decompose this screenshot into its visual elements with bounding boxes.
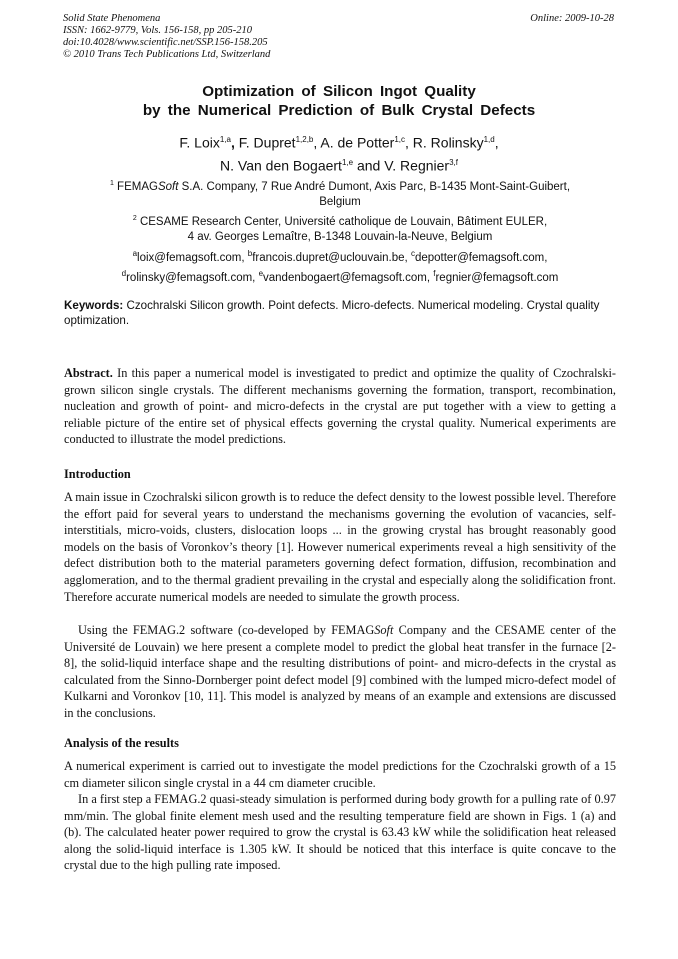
introduction-paragraph-1: A main issue in Czochralski silicon growth is to reduce the defect density to the lowest possible level. Therefore the effort paid for several years to understand the mechanisms governing the evolution of vacancies, self-interstitials, micro-voids, clusters, dislocation loops ... in the growing crystal has brought reasonably good models on the basis of Voronkov’s theory [1]. However numerical experiments reveal a high sensitivity of the defect distribution both to the material parameters governing defect formation, diffusion, recombination and agglomeration, and to the thermal gradient prevailing in the crystal and especially along the solidification front. Therefore accurate numerical models are needed to simulate the growth process. [64,490,616,604]
email-sup: f [433,269,436,279]
keywords [64,298,616,328]
journal-doi: doi:10.4028/www.scientific.net/SSP.156-158.205 [63,37,268,48]
keywords-text: Czochralski Silicon growth. Point defects. Micro-defects. Numerical modeling. Crystal quality optimization. [64,299,600,327]
email-address[interactable]: depotter@femagsoft.com, [414,251,548,264]
author-line-1 [0,130,678,153]
affiliation-address: 4 av. Georges Lemaître, B-1348 Louvain-la-Neuve, Belgium [187,231,493,244]
email-address[interactable]: regnier@femagsoft.com [435,272,559,285]
affiliation-sup: 1 [109,180,114,187]
paragraph-text: Using the FEMAG.2 software (co-developed by FEMAG [78,623,375,637]
email-address[interactable]: francois.dupret@uclouvain.be, [252,251,411,264]
email-sup: a [132,249,138,258]
paper-title [0,82,678,120]
email-sup: e [258,269,264,279]
author-name: N. Van den Bogaert [220,157,342,174]
email-address[interactable]: loix@femagsoft.com, [137,251,248,264]
analysis-paragraph-1: A numerical experiment is carried out to investigate the model predictions for the Czochralski growth of a 15 cm diameter silicon single crystal in a 44 cm diameter crucible. [64,759,616,790]
affiliation-italic: Soft [157,180,179,193]
online-date: Online: 2009-10-28 [530,13,614,24]
introduction-paragraph-2 [64,622,616,722]
journal-name: Solid State Phenomena [63,13,161,24]
section-heading-analysis: Analysis of the results [64,736,179,750]
abstract [64,365,616,448]
section-heading-introduction: Introduction [64,467,131,481]
author-name: F. Loix [179,134,220,151]
abstract-label: Abstract. [64,366,113,380]
journal-issn: ISSN: 1662-9779, Vols. 156-158, pp 205-210 [63,25,252,36]
affiliation-sup: 2 [132,215,137,222]
email-sup: d [121,269,127,279]
author-name: F. Dupret [238,134,296,151]
title-line-2: by the Numerical Prediction of Bulk Crystal Defects [142,102,536,119]
journal-copyright: © 2010 Trans Tech Publications Ltd, Switzerland [63,49,271,60]
paragraph-italic: Soft [374,623,394,637]
keywords-label: Keywords: [64,299,124,312]
author-list [0,130,678,175]
author-sup: 1,2,b [295,135,314,144]
affiliation-text: S.A. Company, 7 Rue André Dumont, Axis Parc, B-1435 Mont-Saint-Guibert, [178,180,571,193]
abstract-text: In this paper a numerical model is investigated to predict and optimize the quality of Czochralski-grown silicon single crystals. The different mechanisms governing the formation, transport, recombination, nucleation and growth of point- and micro-defects in the crystal are put together with a view to getting a reliable picture of the entire set of physical effects governing the crystal quality. Numerical experiments are conducted to illustrate the model predictions. [64,366,616,447]
author-sep: , [405,134,413,151]
author-sup: 1,d [483,135,495,144]
author-name: A. de Potter [320,134,395,151]
affiliation-text: FEMAG [113,180,158,193]
author-sep: , [313,134,321,151]
author-sep: and [353,157,385,174]
author-sup: 3,f [449,157,458,167]
title-line-1: Optimization of Silicon Ingot Quality [202,83,476,100]
paragraph-text: Company and the CESAME center of the Université de Louvain) we here present a complete model to predict the global heat transfer in the furnace [2-8], the solid-liquid interface shape and the resulting distributions of point- and micro-defects in the crystal as calculated from the Sinno-Dornberger point defect model [9] combined with the lumped micro-defect model of Kulkarni and Voronkov [10, 11]. This model is analyzed by means of an example and extensions are discussed in the conclusions. [64,623,616,720]
email-address[interactable]: vandenbogaert@femagsoft.com, [263,272,434,285]
email-sup: b [247,249,253,258]
journal-header [63,13,270,61]
affiliation-2 [60,211,620,246]
author-sep: , [230,134,239,151]
author-name: R. Rolinsky [412,134,484,151]
author-sup: 1,c [394,135,405,144]
affiliation-country: Belgium [319,196,361,209]
author-sep: , [494,134,499,151]
author-line-2 [0,153,678,176]
analysis-paragraph-2: In a first step a FEMAG.2 quasi-steady simulation is performed during body growth for a pulling rate of 0.97 mm/min. The global finite element mesh used and the resulting temperature field are shown in Figs. 1 (a) and (b). The calculated heater power required to grow the crystal is 63.43 kW while the solidification heat released along the solid-liquid interface is 1.305 kW. It should be noticed that this interface is quite concave to the crystal due to the high pulling rate imposed. [64,792,616,873]
affiliation-1 [60,176,620,211]
email-list [40,246,640,287]
email-sup: c [410,249,415,258]
affiliation-text: CESAME Research Center, Université catholique de Louvain, Bâtiment EULER, [136,215,548,228]
email-address[interactable]: rolinsky@femagsoft.com, [126,272,259,285]
author-sup: 1,e [341,157,354,167]
author-sup: 1,a [219,135,231,144]
author-name: V. Regnier [384,157,450,174]
